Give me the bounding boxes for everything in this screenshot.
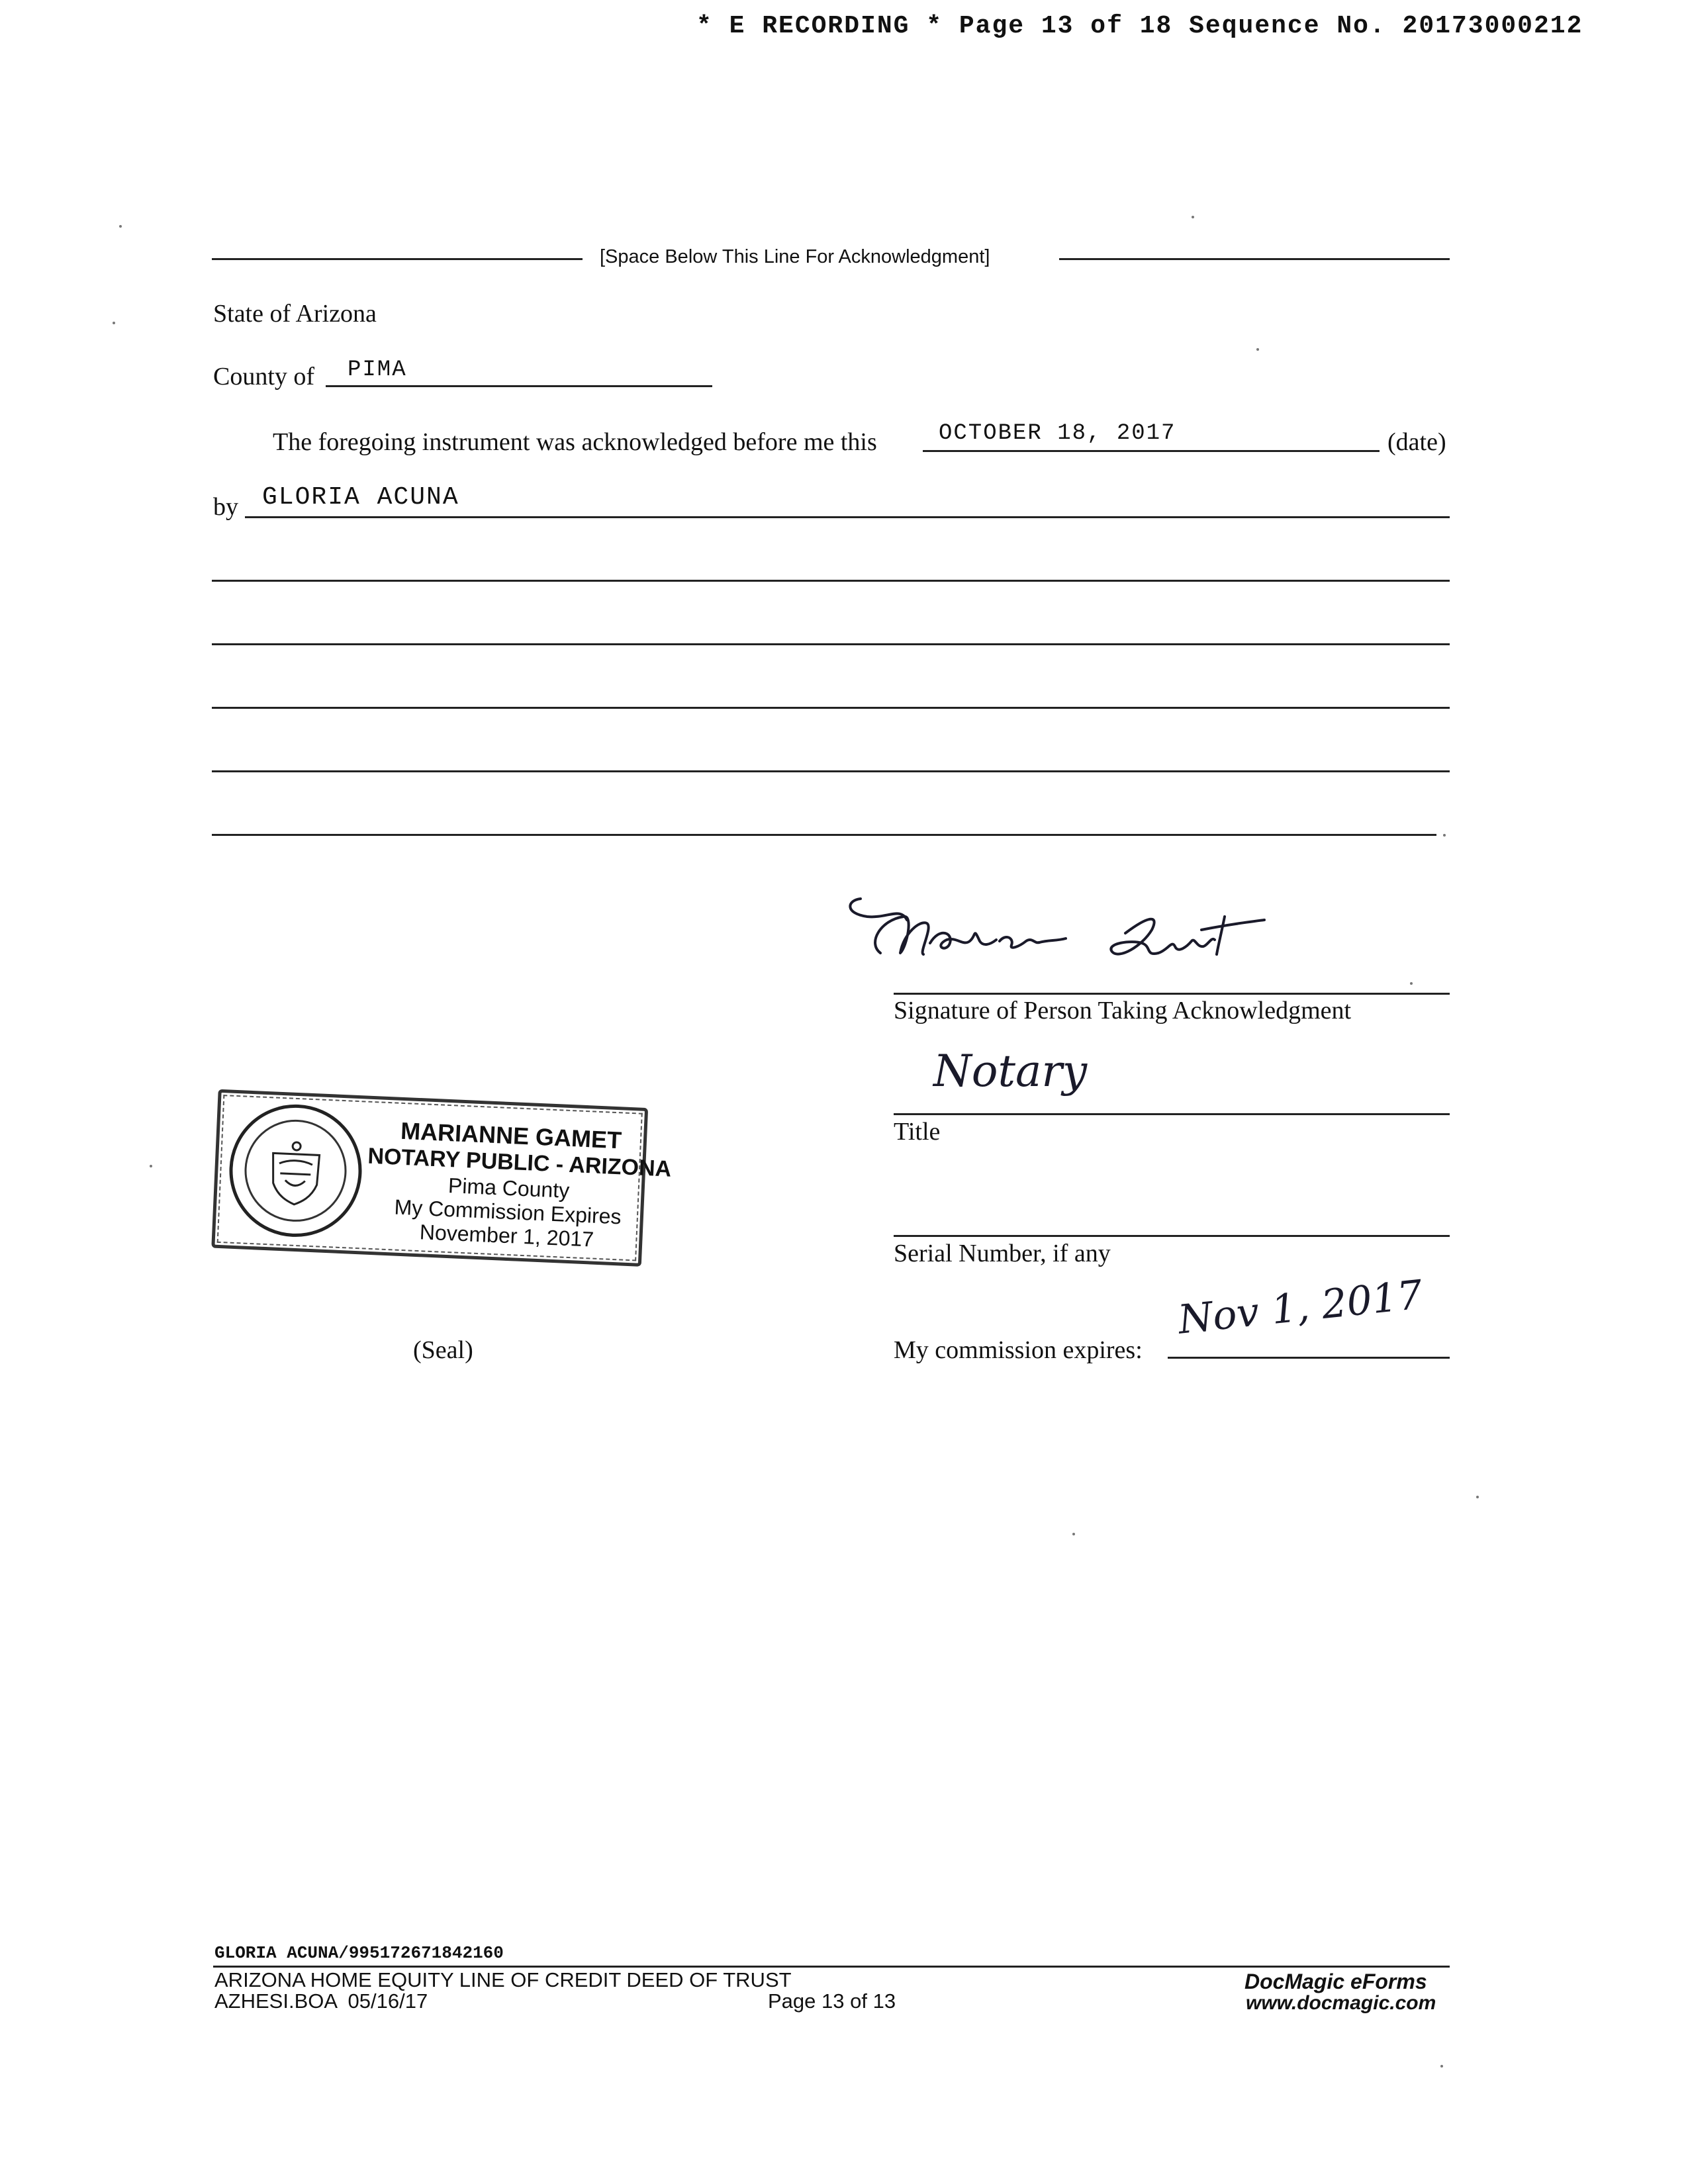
footer-website: www.docmagic.com bbox=[1246, 1992, 1436, 2014]
footer-form-code: AZHESI.BOA 05/16/17 bbox=[214, 1989, 428, 2013]
divider-right bbox=[1059, 258, 1450, 260]
by-underline bbox=[245, 516, 1450, 518]
seal-commission-label: My Commission Expires bbox=[393, 1195, 622, 1229]
acknowledgment-date: OCTOBER 18, 2017 bbox=[939, 421, 1176, 446]
acknowledged-by-name: GLORIA ACUNA bbox=[262, 483, 459, 512]
scan-speck bbox=[113, 322, 115, 324]
divider-left bbox=[212, 258, 583, 260]
notary-signature bbox=[841, 880, 1304, 979]
recording-header: * E RECORDING * Page 13 of 18 Sequence No. 20173000212 bbox=[696, 12, 1583, 40]
seal-notary-public: NOTARY PUBLIC - ARIZONA bbox=[367, 1143, 672, 1182]
docmagic-logo: DocMagic eForms bbox=[1244, 1970, 1427, 1993]
scan-speck bbox=[1476, 1496, 1479, 1498]
acknowledgment-divider-text: [Space Below This Line For Acknowledgment] bbox=[600, 246, 990, 267]
scan-speck bbox=[1256, 348, 1259, 351]
title-underline bbox=[894, 1113, 1450, 1115]
scan-speck bbox=[150, 1165, 152, 1167]
scan-speck bbox=[1410, 982, 1413, 985]
county-underline bbox=[326, 385, 712, 387]
seal-notary-name: MARIANNE GAMET bbox=[400, 1116, 622, 1154]
foregoing-text: The foregoing instrument was acknowledged before me this bbox=[273, 428, 877, 456]
footer-rule bbox=[213, 1966, 1450, 1968]
seal-caption: (Seal) bbox=[413, 1336, 473, 1364]
serial-underline bbox=[894, 1235, 1450, 1237]
footer-page-number: Page 13 of 13 bbox=[768, 1989, 896, 2013]
signature-underline bbox=[894, 993, 1450, 995]
title-label: Title bbox=[894, 1118, 941, 1146]
serial-label: Serial Number, if any bbox=[894, 1240, 1111, 1267]
seal-commission-date: November 1, 2017 bbox=[419, 1220, 594, 1251]
notary-seal-stamp bbox=[211, 1089, 672, 1274]
state-line: State of Arizona bbox=[213, 300, 377, 328]
arizona-seal-emblem bbox=[226, 1102, 365, 1240]
commission-label: My commission expires: bbox=[894, 1336, 1143, 1364]
scan-speck bbox=[1072, 1533, 1075, 1535]
title-handwriting: Notary bbox=[933, 1046, 1088, 1097]
date-label: (date) bbox=[1387, 428, 1446, 456]
blank-line-5 bbox=[212, 834, 1436, 836]
footer-borrower-loan: GLORIA ACUNA/995172671842160 bbox=[214, 1943, 504, 1963]
date-underline bbox=[923, 450, 1380, 452]
scan-speck bbox=[1440, 2065, 1443, 2068]
county-label: County of bbox=[213, 363, 315, 390]
scan-speck bbox=[1443, 834, 1446, 837]
blank-line-1 bbox=[212, 580, 1450, 582]
blank-line-2 bbox=[212, 643, 1450, 645]
seal-county: Pima County bbox=[447, 1173, 570, 1203]
by-label: by bbox=[213, 493, 238, 521]
footer-doc-title: ARIZONA HOME EQUITY LINE OF CREDIT DEED OF TRUST bbox=[214, 1968, 792, 1991]
signature-label: Signature of Person Taking Acknowledgment bbox=[894, 997, 1352, 1024]
commission-underline bbox=[1168, 1357, 1450, 1359]
county-value: PIMA bbox=[348, 357, 407, 383]
scan-speck bbox=[119, 225, 122, 228]
blank-line-4 bbox=[212, 770, 1450, 772]
blank-line-3 bbox=[212, 707, 1450, 709]
commission-handwriting: Nov 1, 2017 bbox=[1176, 1271, 1425, 1343]
scan-speck bbox=[1192, 216, 1194, 218]
